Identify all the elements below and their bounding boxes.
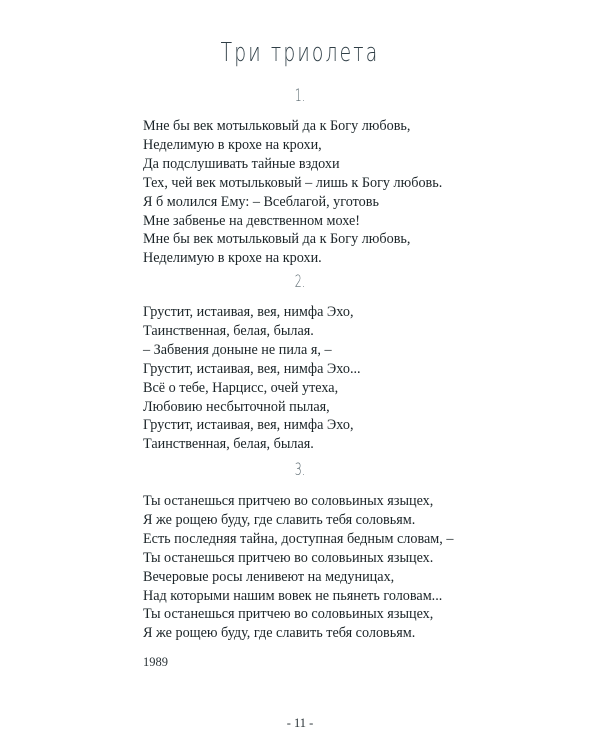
verse-line: Грустит, истаивая, вея, нимфа Эхо, xyxy=(143,417,354,434)
verse-line: Я же рощею буду, где славить тебя соловьям. xyxy=(143,625,416,642)
verse-line: Неделимую в крохе на крохи. xyxy=(143,250,322,267)
verse-line: Неделимую в крохе на крохи, xyxy=(143,136,322,153)
verse-line: Мне бы век мотыльковый да к Богу любовь, xyxy=(143,231,411,248)
verse-line: Грустит, истаивая, вея, нимфа Эхо... xyxy=(143,360,361,377)
poem-number-1: 1. xyxy=(294,86,306,106)
page-number: - 11 - xyxy=(286,716,314,730)
verse-line: Ты останешься притчею во соловьиных языцех, xyxy=(143,606,434,623)
poem-year: 1989 xyxy=(143,655,168,669)
verse-line: Я же рощею буду, где славить тебя соловьям. xyxy=(143,511,416,528)
stanza-3 xyxy=(143,492,583,643)
stanza-2 xyxy=(143,303,583,454)
verse-line: Есть последняя тайна, доступная бедным словам, – xyxy=(143,530,454,547)
verse-line: Таинственная, белая, былая. xyxy=(143,322,314,339)
verse-line: Мне забвенье на девственном мохе! xyxy=(143,212,360,229)
verse-line: Да подслушивать тайные вздохи xyxy=(143,155,340,172)
poem-number-3: 3. xyxy=(294,460,306,480)
verse-line: – Забвения доныне не пила я, – xyxy=(143,341,332,358)
verse-line: Мне бы век мотыльковый да к Богу любовь, xyxy=(143,118,411,134)
verse-line: Над которыми нашим вовек не пьянеть головам... xyxy=(143,587,443,604)
verse-line: Ты останешься притчею во соловьиных языцех, xyxy=(143,493,434,509)
verse-line: Грустит, истаивая, вея, нимфа Эхо, xyxy=(143,304,354,320)
poem-title: Три триолета xyxy=(220,38,380,68)
verse-line: Всё о тебе, Нарцисс, очей утеха, xyxy=(143,379,339,396)
verse-line: Вечеровые росы ленивеют на медуницах, xyxy=(143,568,395,585)
verse-line: Ты останешься притчею во соловьиных языцех. xyxy=(143,549,434,566)
verse-line: Таинственная, белая, былая. xyxy=(143,436,314,453)
verse-line: Я б молился Ему: – Всеблагой, уготовь xyxy=(143,193,379,210)
verse-line: Любовию несбыточной пылая, xyxy=(143,398,330,415)
verse-line: Тех, чей век мотыльковый – лишь к Богу любовь. xyxy=(143,174,443,191)
poem-number-2: 2. xyxy=(294,272,306,292)
stanza-1 xyxy=(143,117,583,268)
